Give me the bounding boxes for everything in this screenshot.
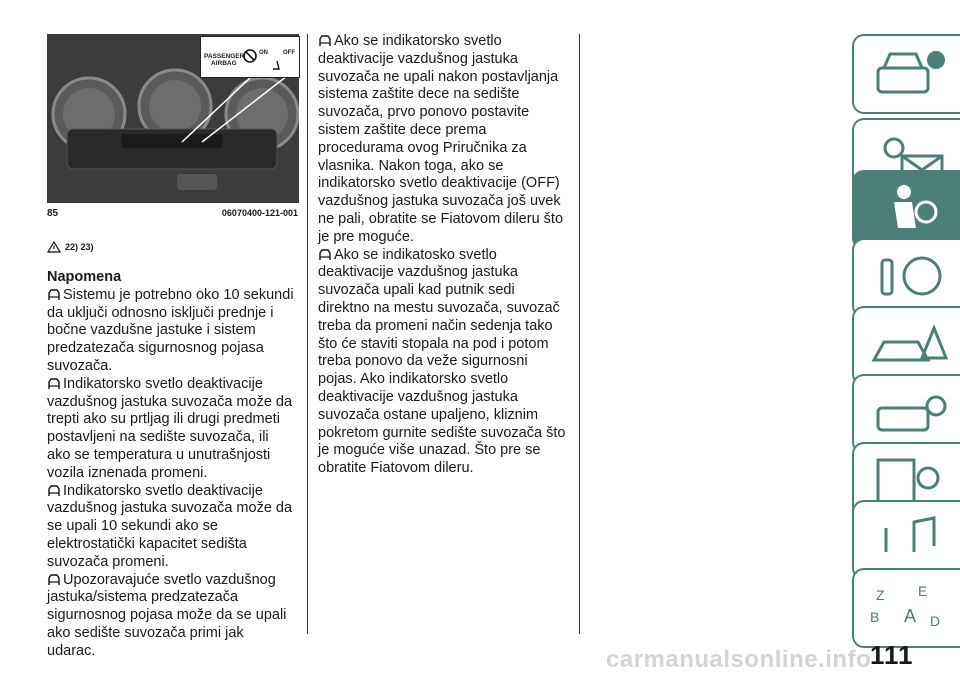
car-note-icon <box>47 573 61 586</box>
note-text: Sistemu je potrebno oko 10 sekundi da uključi odnosno isključi prednje i bočne vazdušne jastuke i sistem predzatezača sigurnosnog pojasa suvozača. <box>47 286 294 374</box>
text-column-1 <box>47 269 295 661</box>
key-steering-icon <box>864 246 954 312</box>
off-label: OFF <box>283 50 295 56</box>
car-note-icon <box>47 377 61 390</box>
column-divider-1 <box>307 34 308 634</box>
note-paragraph <box>318 247 570 478</box>
seat-airbag-icon <box>864 178 954 244</box>
index-icon <box>864 576 954 642</box>
breakdown-icon <box>864 314 954 380</box>
references-text: 22) 23) <box>65 242 94 252</box>
note-paragraph <box>47 572 295 661</box>
airbag-indicator-callout <box>200 36 300 78</box>
car-note-icon <box>318 248 332 261</box>
note-paragraph <box>318 33 570 247</box>
car-info-icon <box>864 42 954 108</box>
seat-icon <box>271 59 285 71</box>
note-paragraph <box>47 287 295 376</box>
svg-text:Z: Z <box>876 587 885 603</box>
note-text: Ako se indikatosko svetlo deaktivacije vazdušnog jastuka suvozača upali kad putnik sedi direktno na mestu suvozača, suvozač treba da promeni način sedenja tako što će staviti stopala na pod i potom treba ponovo da veže sigurnosni pojas. Ako indikatorsko svetlo deaktivacije vazdušnog jastuka suvozača ostane upaljeno, kliznim pokretom gurnite sedište suvozača što je moguće više unazad. Što pre se obratite Fiatovom dileru. <box>318 246 566 477</box>
tab-index[interactable] <box>852 568 960 648</box>
note-paragraph <box>47 376 295 483</box>
svg-text:A: A <box>904 606 917 626</box>
car-note-icon <box>318 34 332 47</box>
section-heading: Napomena <box>47 269 122 285</box>
multimedia-icon <box>864 508 954 574</box>
column-divider-2 <box>579 34 580 634</box>
figure-code: 06070400-121-001 <box>221 208 298 218</box>
note-text: Indikatorsko svetlo deaktivacije vazdušnog jastuka suvozača može da trepti ako su prtljag ili drugi predmeti postavljeni na sedište suvozača, ili ako se temperatura u unutrašnjosti vozila iznenada promeni. <box>47 375 293 481</box>
figure-number: 85 <box>47 208 59 219</box>
warning-references <box>47 240 94 254</box>
svg-text:E: E <box>918 583 928 599</box>
page-number: 111 <box>870 640 914 670</box>
warning-triangle-icon <box>47 241 61 253</box>
airbag-label: AIRBAG <box>211 60 237 67</box>
note-text: Indikatorsko svetlo deaktivacije vazdušnog jastuka suvozača može da se upali 10 sekundi ako se elektrostatički kapacitet sedišta suvozača promeni. <box>47 482 293 570</box>
note-text: Upozoravajuće svetlo vazdušnog jastuka/sistema predzatezača sigurnosnog pojasa može da se upali ako sedište suvozača primi jak udarac. <box>47 571 287 659</box>
car-note-icon <box>47 288 61 301</box>
svg-text:B: B <box>870 609 880 625</box>
car-note-icon <box>47 484 61 497</box>
passenger-label: PASSENGER <box>204 53 245 60</box>
watermark: carmanualsonline.info <box>606 646 872 673</box>
maintenance-icon <box>864 382 954 448</box>
prohibition-icon <box>243 49 257 63</box>
tab-car-info[interactable] <box>852 34 960 114</box>
svg-text:D: D <box>930 613 941 629</box>
on-label: ON <box>259 50 268 56</box>
note-text: Ako se indikatorsko svetlo deaktivacije vazdušnog jastuka suvozača ne upali nakon postavljanja sistema zaštite dece na sedište suvozača, prvo ponovo postavite sistem zaštite dece prema procedurama ovog Priručnika za vlasnika. Nakon toga, ako se indikatorsko svetlo deaktivacije (OFF) vazdušnog jastuka suvozača još uvek ne pali, obratite se Fiatovom dileru što je pre moguće. <box>318 33 564 245</box>
note-paragraph <box>47 483 295 572</box>
text-column-2 <box>318 33 570 478</box>
